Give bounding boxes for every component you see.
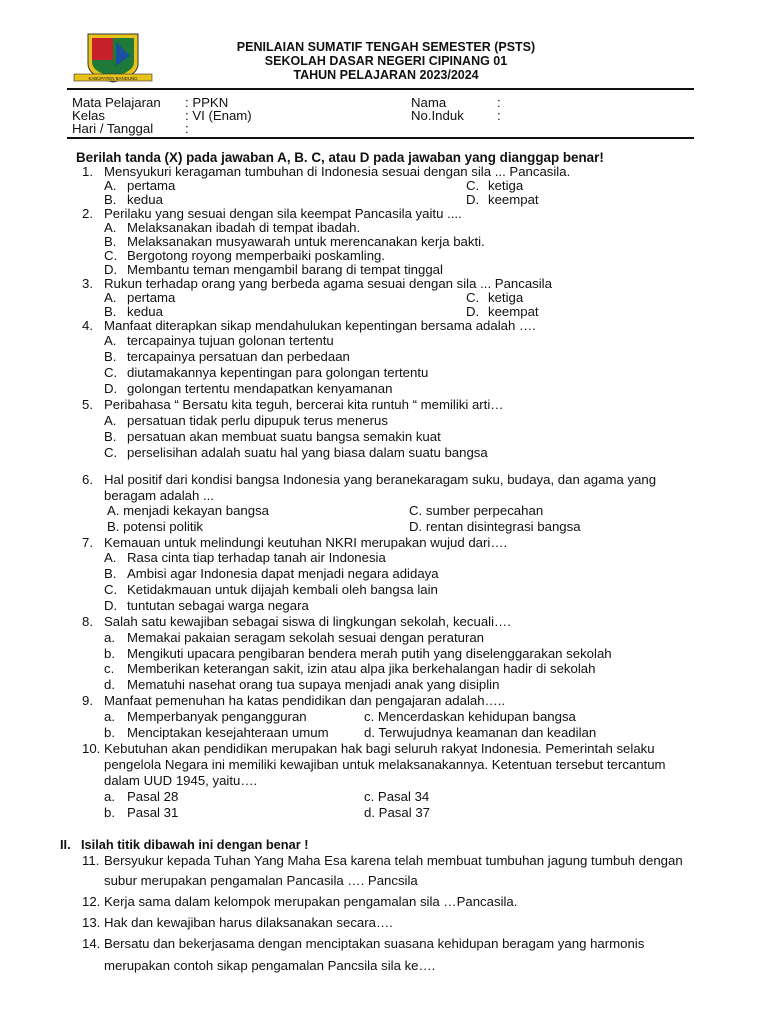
student-id-value: : xyxy=(497,108,501,123)
q7-opt-d: tuntutan sebagai warga negara xyxy=(127,598,309,613)
q5-opt-a: persatuan tidak perlu dipupuk terus menerus xyxy=(127,413,388,428)
q10-opt-a-label: a. xyxy=(104,789,115,804)
q2-text: Perilaku yang sesuai dengan sila keempat Pancasila yaitu .... xyxy=(104,206,462,221)
q2-opt-d-label: D. xyxy=(104,262,118,277)
q5-opt-a-label: A. xyxy=(104,413,117,428)
q8-opt-a: Memakai pakaian seragam sekolah sesuai dengan peraturan xyxy=(127,630,485,645)
q1-text: Mensyukuri keragaman tumbuhan di Indonesia sesuai dengan sila ... Pancasila. xyxy=(104,164,571,179)
class-label: Kelas xyxy=(72,108,105,123)
q10-opt-b: Pasal 31 xyxy=(127,805,179,820)
q2-number: 2. xyxy=(82,206,93,221)
q10-opt-d: d. Pasal 37 xyxy=(364,805,430,820)
q9-number: 9. xyxy=(82,693,93,708)
q8-opt-b: Mengikuti upacara pengibaran bendera merah putih yang diselenggarakan sekolah xyxy=(127,646,612,661)
q9-opt-b: Menciptakan kesejahteraan umum xyxy=(127,725,329,740)
q13-text: Hak dan kewajiban harus dilaksanakan secara…. xyxy=(104,915,393,930)
q8-number: 8. xyxy=(82,614,93,629)
q14-text-line1: Bersatu dan bekerjasama dengan menciptakan suasana kehidupan beragam yang harmonis xyxy=(104,936,645,951)
q10-number: 10. xyxy=(82,741,101,756)
q7-opt-c-label: C. xyxy=(104,582,118,597)
q14-number: 14. xyxy=(82,936,101,951)
q7-opt-d-label: D. xyxy=(104,598,118,613)
q1-opt-d: keempat xyxy=(488,192,539,207)
q8-opt-c-label: c. xyxy=(104,661,115,676)
q3-opt-d-label: D. xyxy=(466,304,480,319)
q6-text-line2: beragam adalah ... xyxy=(104,488,214,503)
q7-opt-a: Rasa cinta tiap terhadap tanah air Indonesia xyxy=(127,550,386,565)
header-rule-top xyxy=(67,88,694,90)
q12-text: Kerja sama dalam kelompok merupakan pengamalan sila …Pancasila. xyxy=(104,894,518,909)
q8-opt-a-label: a. xyxy=(104,630,115,645)
q7-number: 7. xyxy=(82,535,93,550)
q9-opt-c: c. Mencerdaskan kehidupan bangsa xyxy=(364,709,576,724)
q9-opt-d: d. Terwujudnya keamanan dan keadilan xyxy=(364,725,597,740)
name-value: : xyxy=(497,95,501,110)
date-value: : xyxy=(185,121,189,136)
q4-opt-a-label: A. xyxy=(104,333,117,348)
q10-text-line2: pengelola Negara ini memiliki kewajiban untuk melaksanakannya. Ketentuan tersebut tercantum xyxy=(104,757,666,772)
q3-opt-d: keempat xyxy=(488,304,539,319)
q4-opt-d-label: D. xyxy=(104,381,118,396)
q1-opt-a: pertama xyxy=(127,178,176,193)
q7-text: Kemauan untuk melindungi keutuhan NKRI merupakan wujud dari…. xyxy=(104,535,508,550)
q5-number: 5. xyxy=(82,397,93,412)
q4-number: 4. xyxy=(82,318,93,333)
section2-instruction: Isilah titik dibawah ini dengan benar ! xyxy=(81,837,309,852)
name-label: Nama xyxy=(411,95,447,110)
q4-opt-b-label: B. xyxy=(104,349,117,364)
q6-opt-d: D. rentan disintegrasi bangsa xyxy=(409,519,581,534)
q8-opt-d-label: d. xyxy=(104,677,115,692)
q9-opt-a-label: a. xyxy=(104,709,115,724)
q5-opt-b-label: B. xyxy=(104,429,117,444)
q7-opt-b: Ambisi agar Indonesia dapat menjadi negara adidaya xyxy=(127,566,439,581)
q10-opt-a: Pasal 28 xyxy=(127,789,179,804)
student-id-label: No.Induk xyxy=(411,108,464,123)
q7-opt-c: Ketidakmauan untuk dijajah kembali oleh bangsa lain xyxy=(127,582,438,597)
svg-text:KABUPATEN BANDUNG: KABUPATEN BANDUNG xyxy=(88,75,138,81)
school-name: SEKOLAH DASAR NEGERI CIPINANG 01 xyxy=(264,54,508,68)
q11-text-line2: subur merupakan pengamalan Pancasila …. Pancsila xyxy=(104,873,418,888)
header-rule-bottom xyxy=(67,137,694,139)
q2-opt-c-label: C. xyxy=(104,248,118,263)
q10-opt-b-label: b. xyxy=(104,805,115,820)
q8-opt-d: Mematuhi nasehat orang tua supaya menjadi anak yang disiplin xyxy=(127,677,500,692)
q1-opt-b: kedua xyxy=(127,192,163,207)
q4-opt-c-label: C. xyxy=(104,365,118,380)
q3-number: 3. xyxy=(82,276,93,291)
q12-number: 12. xyxy=(82,894,101,909)
q3-opt-a: pertama xyxy=(127,290,176,305)
section1-instruction: Berilah tanda (X) pada jawaban A, B. C, atau D pada jawaban yang dianggap benar! xyxy=(76,150,604,165)
q1-opt-c: ketiga xyxy=(488,178,524,193)
q4-text: Manfaat diterapkan sikap mendahulukan kepentingan bersama adalah …. xyxy=(104,318,536,333)
q6-opt-c: C. sumber perpecahan xyxy=(409,503,544,518)
q4-opt-c: diutamakannya kepentingan para golongan tertentu xyxy=(127,365,429,380)
q14-text-line2: merupakan contoh sikap pengamalan Pancsila sila ke…. xyxy=(104,958,436,973)
q1-opt-c-label: C. xyxy=(466,178,480,193)
q6-text-line1: Hal positif dari kondisi bangsa Indonesia yang beranekaragam suku, budaya, dan agama yang xyxy=(104,472,657,487)
q10-opt-c: c. Pasal 34 xyxy=(364,789,430,804)
q3-opt-c: ketiga xyxy=(488,290,524,305)
q13-number: 13. xyxy=(82,915,101,930)
academic-year: TAHUN PELAJARAN 2023/2024 xyxy=(293,68,479,82)
q1-opt-d-label: D. xyxy=(466,192,480,207)
exam-title: PENILAIAN SUMATIF TENGAH SEMESTER (PSTS) xyxy=(236,40,536,54)
q6-opt-a: A. menjadi kekayan bangsa xyxy=(107,503,270,518)
q10-text-line1: Kebutuhan akan pendidikan merupakan hak bagi seluruh rakyat Indonesia. Pemerintah selaku xyxy=(104,741,655,756)
q5-text: Peribahasa “ Bersatu kita teguh, bercerai kita runtuh “ memiliki arti… xyxy=(104,397,504,412)
q3-text: Rukun terhadap orang yang berbeda agama sesuai dengan sila ... Pancasila xyxy=(104,276,552,291)
q4-opt-d: golongan tertentu mendapatkan kenyamanan xyxy=(127,381,393,396)
q2-opt-a-label: A. xyxy=(104,220,117,235)
q2-opt-b-label: B. xyxy=(104,234,117,249)
q11-text-line1: Bersyukur kepada Tuhan Yang Maha Esa karena telah membuat tumbuhan jagung tumbuh dengan xyxy=(104,853,683,868)
q1-opt-a-label: A. xyxy=(104,178,117,193)
q5-opt-c: perselisihan adalah suatu hal yang biasa dalam suatu bangsa xyxy=(127,445,488,460)
q5-opt-b: persatuan akan membuat suatu bangsa semakin kuat xyxy=(127,429,441,444)
q4-opt-b: tercapainya persatuan dan perbedaan xyxy=(127,349,350,364)
q3-opt-b: kedua xyxy=(127,304,163,319)
q10-text-line3: dalam UUD 1945, yaitu…. xyxy=(104,773,258,788)
q2-opt-c: Bergotong royong memperbaiki poskamling. xyxy=(127,248,386,263)
q9-opt-a: Memperbanyak pengangguran xyxy=(127,709,307,724)
q3-opt-a-label: A. xyxy=(104,290,117,305)
q1-number: 1. xyxy=(82,164,93,179)
q9-opt-b-label: b. xyxy=(104,725,115,740)
q6-opt-b: B. potensi politik xyxy=(107,519,204,534)
q2-opt-b: Melaksanakan musyawarah untuk merencanakan kerja bakti. xyxy=(127,234,485,249)
q8-opt-c: Memberikan keterangan sakit, izin atau alpa jika berkehalangan hadir di sekolah xyxy=(127,661,596,676)
q8-text: Salah satu kewajiban sebagai siswa di lingkungan sekolah, kecuali…. xyxy=(104,614,511,629)
q6-number: 6. xyxy=(82,472,93,487)
q7-opt-b-label: B. xyxy=(104,566,117,581)
subject-label: Mata Pelajaran xyxy=(72,95,161,110)
q11-number: 11. xyxy=(82,853,100,868)
subject-value: : PPKN xyxy=(185,95,229,110)
q3-opt-b-label: B. xyxy=(104,304,117,319)
q2-opt-d: Membantu teman mengambil barang di tempat tinggal xyxy=(127,262,443,277)
class-value: : VI (Enam) xyxy=(185,108,252,123)
q9-text: Manfaat pemenuhan ha katas pendidikan dan pengajaran adalah….. xyxy=(104,693,506,708)
q7-opt-a-label: A. xyxy=(104,550,117,565)
q2-opt-a: Melaksanakan ibadah di tempat ibadah. xyxy=(127,220,361,235)
q1-opt-b-label: B. xyxy=(104,192,117,207)
q4-opt-a: tercapainya tujuan golonan tertentu xyxy=(127,333,334,348)
date-label: Hari / Tanggal xyxy=(72,121,154,136)
section2-number: II. xyxy=(60,837,71,852)
q5-opt-c-label: C. xyxy=(104,445,118,460)
q8-opt-b-label: b. xyxy=(104,646,115,661)
q3-opt-c-label: C. xyxy=(466,290,480,305)
school-district-logo xyxy=(72,30,154,86)
